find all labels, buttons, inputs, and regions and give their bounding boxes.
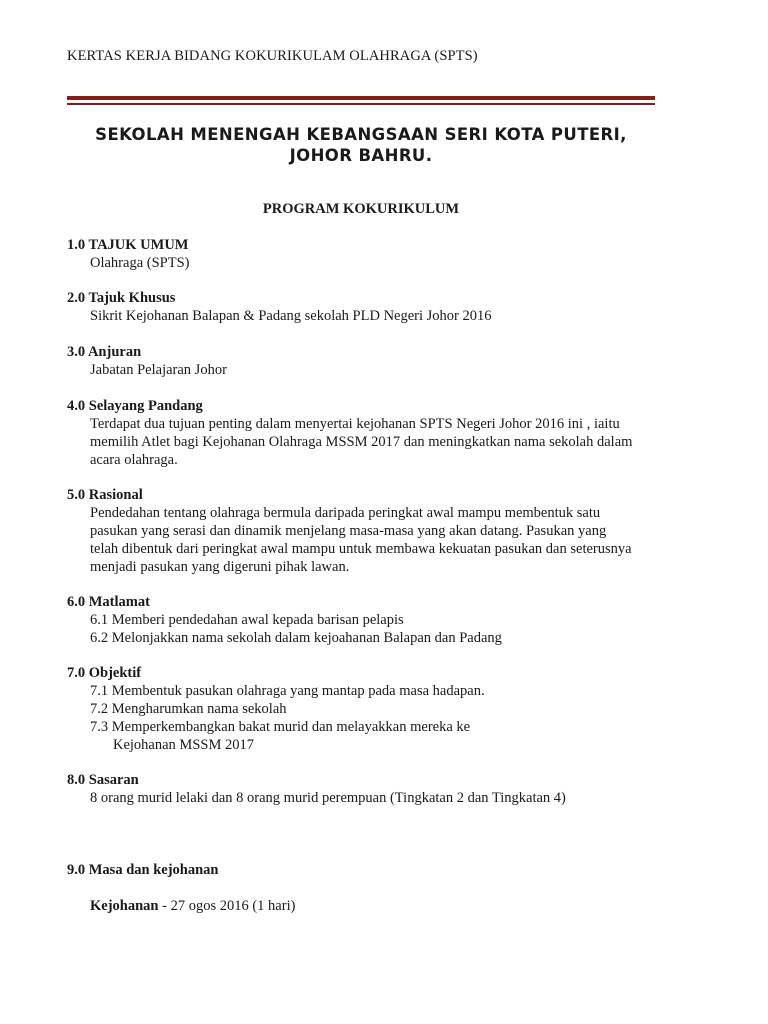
school-title-line-2: JOHOR BAHRU. bbox=[289, 146, 433, 165]
section-matlamat bbox=[67, 593, 667, 647]
section-text: telah dibentuk dari peringkat awal mampu untuk membawa kekuatan pasukan dan seterusnya bbox=[90, 541, 632, 557]
running-header: KERTAS KERJA BIDANG KOKURIKULAM OLAHRAGA (SPTS) bbox=[67, 48, 478, 64]
kejohanan-label: Kejohanan bbox=[90, 898, 159, 914]
section-title: 2.0 Tajuk Khusus bbox=[67, 290, 176, 306]
section-tajuk-khusus bbox=[67, 289, 667, 325]
kejohanan-date: - 27 ogos 2016 (1 hari) bbox=[158, 898, 296, 914]
list-item: 6.2 Melonjakkan nama sekolah dalam kejoahanan Balapan dan Padang bbox=[90, 630, 502, 646]
section-title: 6.0 Matlamat bbox=[67, 594, 150, 610]
school-title-line-1: SEKOLAH MENENGAH KEBANGSAAN SERI KOTA PUTERI, bbox=[95, 125, 627, 144]
section-text: Sikrit Kejohanan Balapan & Padang sekolah PLD Negeri Johor 2016 bbox=[90, 308, 492, 324]
section-text: memilih Atlet bagi Kejohanan Olahraga MSSM 2017 dan meningkatkan nama sekolah dalam bbox=[90, 434, 633, 450]
list-item: 6.1 Memberi pendedahan awal kepada barisan pelapis bbox=[90, 612, 404, 628]
section-anjuran bbox=[67, 343, 667, 379]
section-text: Terdapat dua tujuan penting dalam menyertai kejohanan SPTS Negeri Johor 2016 ini , iaitu bbox=[90, 416, 620, 432]
section-title: 7.0 Objektif bbox=[67, 665, 142, 681]
list-item-continuation: Kejohanan MSSM 2017 bbox=[113, 737, 254, 753]
section-selayang-pandang bbox=[67, 397, 667, 469]
section-tajuk-umum bbox=[67, 236, 667, 272]
section-sasaran bbox=[67, 771, 667, 807]
section-rasional bbox=[67, 486, 667, 576]
section-text: Pendedahan tentang olahraga bermula daripada peringkat awal mampu membentuk satu bbox=[90, 505, 601, 521]
section-text: acara olahraga. bbox=[90, 452, 178, 468]
section-title: 9.0 Masa dan kejohanan bbox=[67, 862, 219, 878]
section-title: 8.0 Sasaran bbox=[67, 772, 139, 788]
section-text: Jabatan Pelajaran Johor bbox=[90, 362, 227, 378]
header-rule-thin bbox=[67, 103, 655, 105]
section-masa-kejohanan bbox=[67, 861, 667, 879]
school-title bbox=[67, 124, 655, 166]
section-title: 4.0 Selayang Pandang bbox=[67, 398, 203, 414]
program-title: PROGRAM KOKURIKULUM bbox=[262, 201, 460, 217]
section-text: 8 orang murid lelaki dan 8 orang murid perempuan (Tingkatan 2 dan Tingkatan 4) bbox=[90, 790, 566, 806]
list-item: 7.3 Memperkembangkan bakat murid dan melayakkan mereka ke bbox=[90, 719, 471, 735]
section-title: 5.0 Rasional bbox=[67, 487, 143, 503]
section-title: 3.0 Anjuran bbox=[67, 344, 142, 360]
section-text: pasukan yang serasi dan dinamik menjelang masa-masa yang akan datang. Pasukan yang bbox=[90, 523, 607, 539]
header-rule-thick bbox=[67, 96, 655, 100]
list-item: 7.1 Membentuk pasukan olahraga yang mantap pada masa hadapan. bbox=[90, 683, 485, 699]
section-title: 1.0 TAJUK UMUM bbox=[67, 237, 189, 253]
section-text: menjadi pasukan yang digeruni pihak lawan. bbox=[90, 559, 350, 575]
section-objektif bbox=[67, 664, 667, 754]
list-item: 7.2 Mengharumkan nama sekolah bbox=[90, 701, 287, 717]
kejohanan-date-line bbox=[67, 897, 667, 915]
section-text: Olahraga (SPTS) bbox=[90, 255, 190, 271]
